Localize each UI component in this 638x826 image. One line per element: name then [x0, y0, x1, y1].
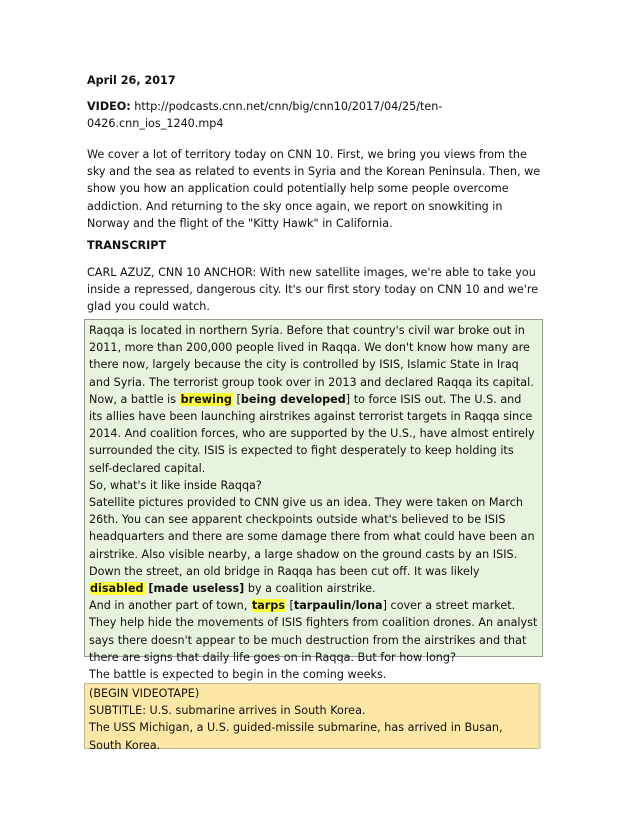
story-paragraph: Now, a battle is brewing [being developed] to force ISIS out. The U.S. and its allies have been launching airstrikes against terrorist targets in Raqqa since 2014. And coalition forces, who are supported by the U.S., have almost entirely surrounded the city. ISIS is expected to fight desperately to keep holding its self-declared capital.	[89, 392, 535, 475]
story-paragraph: And in another part of town, tarps [tarpaulin/lona] cover a street market. They help hide the movements of ISIS fighters from coalition drones. An analyst says there doesn't appear to be much destruction from the airstrikes and that there are signs that daily life goes on in Raqqa. But for how long?	[89, 599, 538, 664]
story-paragraph: Raqqa is located in northern Syria. Before that country's civil war broke out in 2011, more than 200,000 people lived in Raqqa. We don't know how many are there now, largely because the city is controlled by ISIS, Islamic State in Iraq and Syria. The terrorist group took over in 2013 and declared Raqqa its capital.	[89, 324, 534, 389]
videotape-box	[84, 683, 539, 752]
videotape-line: (BEGIN VIDEOTAPE)	[89, 687, 200, 700]
box-edge-divider	[538, 683, 541, 749]
raqqa-story-box	[84, 319, 543, 682]
transcript-heading: TRANSCRIPT	[87, 239, 167, 252]
videotape-line: SUBTITLE: U.S. submarine arrives in South Korea.	[89, 704, 366, 718]
video-url[interactable]: http://podcasts.cnn.net/cnn/big/cnn10/2017/04/25/ten- 0426.cnn_ios_1240.mp4	[87, 100, 443, 131]
vocab-highlight: brewing	[180, 392, 232, 406]
story-paragraph: Satellite pictures provided to CNN give us an idea. They were taken on March 26th. You can see apparent checkpoints outside what's believed to be ISIS headquarters and there are some damage there from what could have been an airstrike. Also visible nearby, a large shadow on the ground casts by an ISIS. Down the street, an old bridge in Raqqa has been cut off. It was likely disabled [made useless] by a coalition airstrike.	[89, 496, 535, 596]
intro-paragraph: We cover a lot of territory today on CNN 10. First, we bring you views from the sky and the sea as related to events in Syria and the Korean Peninsula. Then, we show you how an application could potentially help some people overcome addiction. And returning to the sky once again, we report on snowkiting in Norway and the flight of the "Kitty Hawk" in California.	[87, 148, 541, 230]
vocab-highlight: disabled	[90, 582, 144, 596]
videotape-line: The USS Michigan, a U.S. guided-missile submarine, has arrived in Busan, South Korea.	[89, 721, 503, 752]
video-link-line	[87, 98, 547, 132]
vocab-highlight: tarps	[251, 599, 285, 613]
vocab-gloss: tarpaulin/lona	[293, 599, 383, 613]
anchor-paragraph: CARL AZUZ, CNN 10 ANCHOR: With new satellite images, we're able to take you inside a repressed, dangerous city. It's our first story today on CNN 10 and we're glad you could watch.	[87, 266, 539, 314]
story-paragraph: So, what's it like inside Raqqa?	[89, 478, 262, 492]
document-date: April 26, 2017	[87, 74, 176, 87]
story-paragraph: The battle is expected to begin in the coming weeks.	[89, 668, 387, 682]
vocab-gloss: being developed	[240, 392, 346, 406]
vocab-gloss: [made useless]	[144, 582, 245, 596]
video-label: VIDEO:	[87, 100, 131, 113]
